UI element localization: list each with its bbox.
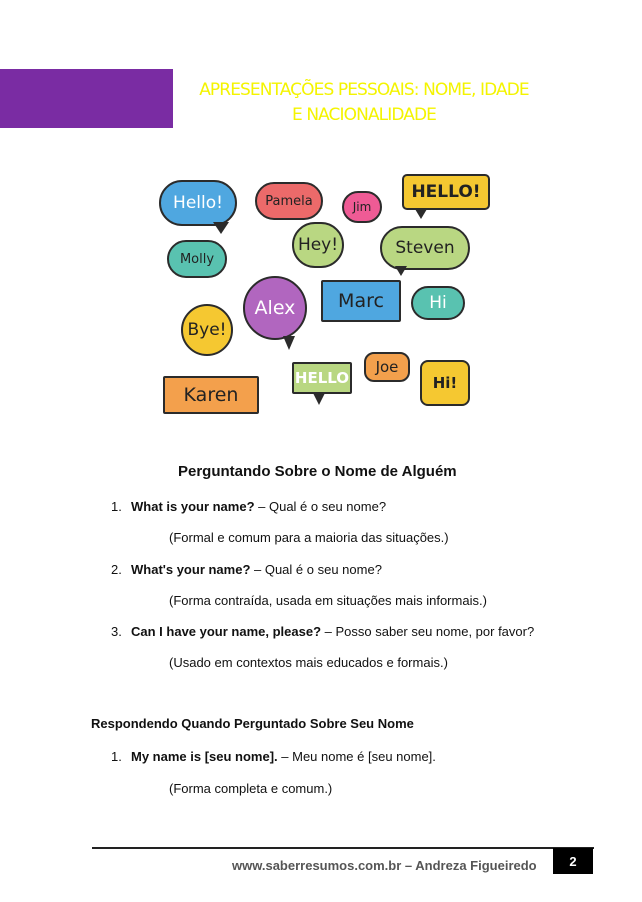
speech-bubbles-illustration bbox=[155, 168, 485, 423]
page-title-line1: APRESENTAÇÕES PESSOAIS: NOME, IDADE bbox=[199, 80, 529, 100]
bubble-steven: Steven bbox=[380, 226, 470, 270]
english-phrase: What is your name? bbox=[131, 499, 255, 514]
list-number: 1. bbox=[111, 749, 122, 764]
bubble-pamela: Pamela bbox=[255, 182, 323, 220]
usage-note: (Forma contraída, usada em situações mais informais.) bbox=[169, 593, 487, 608]
bubble-alex: Alex bbox=[243, 276, 307, 340]
list-number: 1. bbox=[111, 499, 122, 514]
bubble-bye: Bye! bbox=[181, 304, 233, 356]
bubble-tail bbox=[283, 336, 295, 350]
usage-note: (Forma completa e comum.) bbox=[169, 781, 333, 796]
bubble-hello-green: HELLO bbox=[292, 362, 352, 394]
bubble-hi: Hi bbox=[411, 286, 465, 320]
page-title bbox=[176, 78, 552, 128]
bubble-molly: Molly bbox=[167, 240, 227, 278]
bubble-hello: Hello! bbox=[159, 180, 237, 226]
translation: – Qual é o seu nome? bbox=[254, 499, 387, 514]
section1-title: Perguntando Sobre o Nome de Alguém bbox=[178, 463, 457, 480]
bubble-hey: Hey! bbox=[292, 222, 344, 268]
usage-note: (Formal e comum para a maioria das situações.) bbox=[169, 530, 449, 545]
list-item bbox=[111, 562, 382, 577]
page-number: 2 bbox=[553, 848, 593, 874]
bubble-hi-star: Hi! bbox=[420, 360, 470, 406]
page-title-line2: E NACIONALIDADE bbox=[291, 105, 437, 125]
translation: – Meu nome é [seu nome]. bbox=[277, 749, 436, 764]
bubble-joe: Joe bbox=[364, 352, 410, 382]
list-number: 2. bbox=[111, 562, 122, 577]
bubble-tail bbox=[395, 266, 407, 276]
bubble-karen: Karen bbox=[163, 376, 259, 414]
bubble-hello-caps: HELLO! bbox=[402, 174, 490, 210]
bubble-tail bbox=[415, 209, 427, 219]
bubble-tail bbox=[313, 393, 325, 405]
list-number: 3. bbox=[111, 624, 122, 639]
bubble-tail bbox=[213, 222, 229, 234]
list-item bbox=[111, 624, 534, 639]
bubble-marc: Marc bbox=[321, 280, 401, 322]
list-item bbox=[111, 499, 386, 514]
footer-divider bbox=[92, 847, 594, 849]
header-purple-bar bbox=[0, 69, 173, 128]
bubble-jim: Jim bbox=[342, 191, 382, 223]
english-phrase: Can I have your name, please? bbox=[131, 624, 322, 639]
english-phrase: What's your name? bbox=[131, 562, 251, 577]
usage-note: (Usado em contextos mais educados e formais.) bbox=[169, 655, 448, 670]
english-phrase: My name is [seu nome]. bbox=[131, 749, 278, 764]
translation: – Qual é o seu nome? bbox=[250, 562, 382, 577]
footer-site-author: www.saberresumos.com.br – Andreza Figueiredo bbox=[232, 858, 537, 873]
section2-title: Respondendo Quando Perguntado Sobre Seu Nome bbox=[91, 716, 414, 731]
list-item bbox=[111, 749, 436, 764]
translation: – Posso saber seu nome, por favor? bbox=[321, 624, 535, 639]
